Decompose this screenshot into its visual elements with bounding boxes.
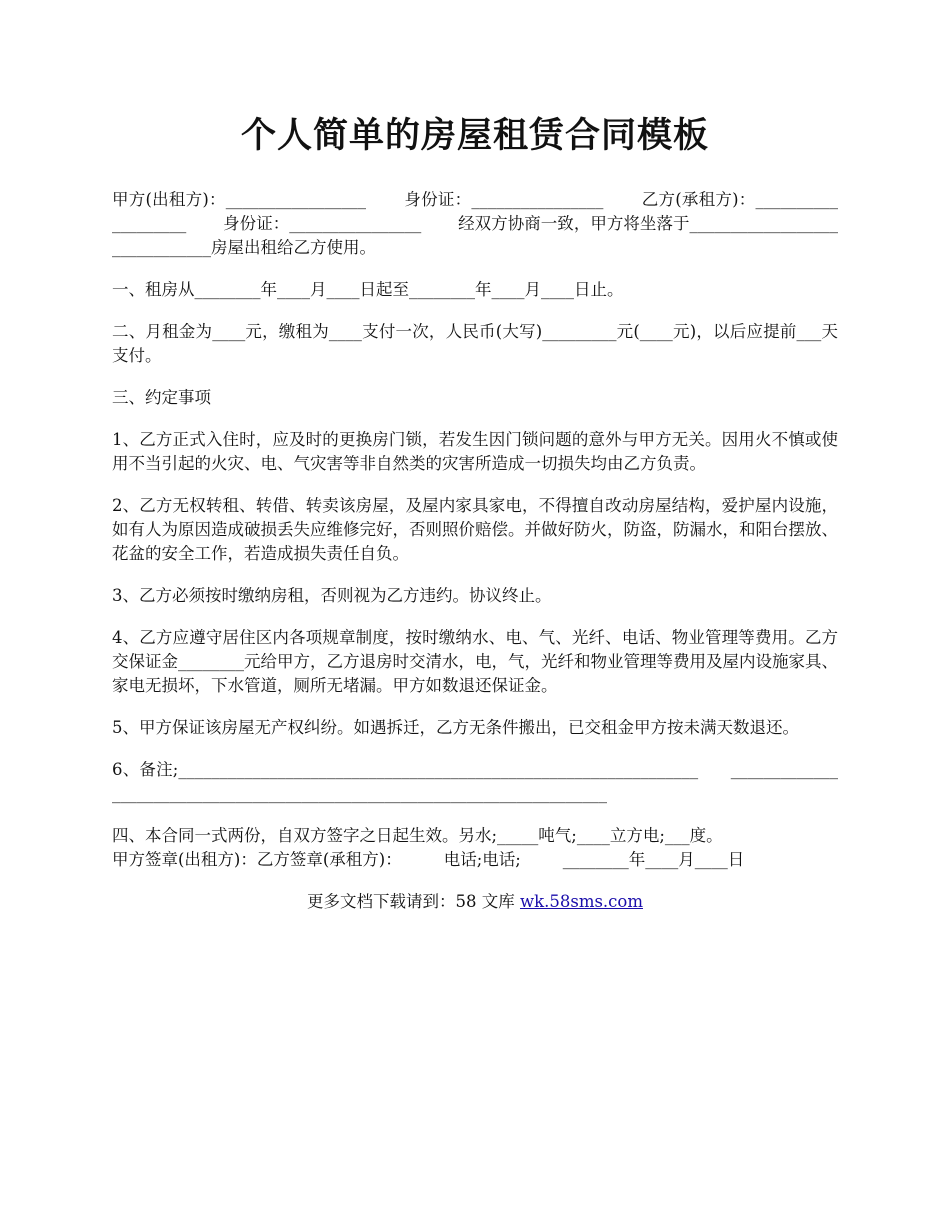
rent-paragraph: 二、月租金为____元，缴租为____支付一次，人民币(大写)_________元(____元)，以后应提前___天支付。	[112, 322, 838, 365]
document-title: 个人简单的房屋租赁合同模板	[240, 115, 709, 156]
effective-clause: 四、本合同一式两份，自双方签字之日起生效。另水;_____吨气;____立方电;___度。	[112, 826, 723, 845]
footer-text: 更多文档下载请到：58 文库	[306, 892, 520, 911]
signature-line: 甲方签章(出租方)：乙方签章(承租方)： 电话;电话; ________年____月____日	[112, 850, 745, 869]
parties-paragraph: 甲方(出租方)：_________________ 身份证：________________ 乙方(承租方)：___________________ 身份证：________________ 经双方协商一致，甲方将坐落于______________________________房屋出租给乙方使用。	[112, 190, 838, 257]
clause-3: 3、乙方必须按时缴纳房租，否则视为乙方违约。协议终止。	[112, 586, 552, 605]
footer-link[interactable]: wk.58sms.com	[519, 892, 643, 911]
lease-term-paragraph: 一、租房从________年____月____日起至________年____月____日止。	[112, 280, 624, 299]
agreements-heading: 三、约定事项	[112, 388, 211, 407]
clause-2: 2、乙方无权转租、转借、转卖该房屋，及屋内家具家电，不得擅自改动房屋结构，爱护屋内设施，如有人为原因造成破损丢失应维修完好，否则照价赔偿。并做好防火，防盗，防漏水，和阳台摆放、花盆的安全工作，若造成损失责任自负。	[112, 496, 838, 563]
clause-6-remarks: 6、备注;_______________________________________________________________ _________________________________________________________________________	[112, 760, 838, 803]
clause-4: 4、乙方应遵守居住区内各项规章制度，按时缴纳水、电、气、光纤、电话、物业管理等费用。乙方交保证金________元给甲方，乙方退房时交清水，电，气，光纤和物业管理等费用及屋内设施家具、家电无损坏，下水管道，厕所无堵漏。甲方如数退还保证金。	[112, 628, 838, 695]
clause-1: 1、乙方正式入住时，应及时的更换房门锁，若发生因门锁问题的意外与甲方无关。因用火不慎或使用不当引起的火灾、电、气灾害等非自然类的灾害所造成一切损失均由乙方负责。	[112, 430, 838, 473]
download-footer	[112, 890, 838, 914]
clause-5: 5、甲方保证该房屋无产权纠纷。如遇拆迁，乙方无条件搬出，已交租金甲方按未满天数退还。	[112, 718, 799, 737]
